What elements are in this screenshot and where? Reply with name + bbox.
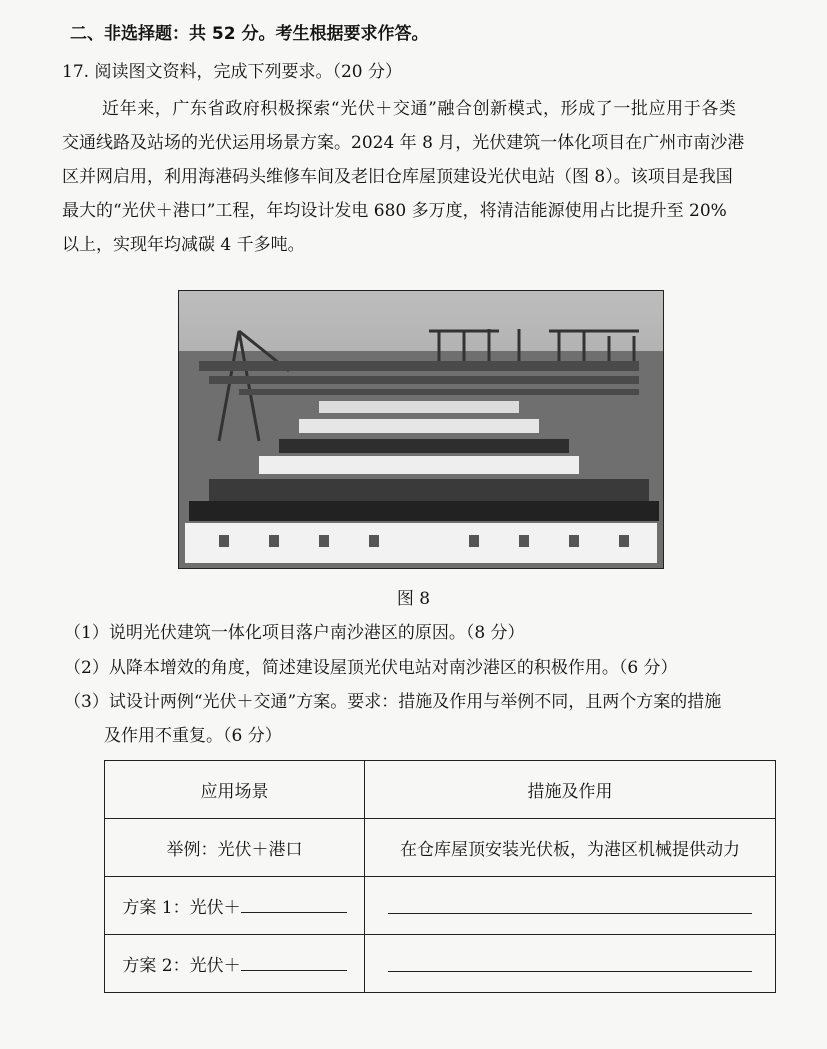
plan-1-label: 方案 1：光伏＋ bbox=[122, 898, 241, 918]
figure-caption: 图 8 bbox=[396, 589, 431, 609]
plan-1-measure bbox=[365, 877, 776, 935]
sub-question-2: （2）从降本增效的角度，简述建设屋顶光伏电站对南沙港区的积极作用。（6 分） bbox=[64, 658, 678, 678]
plan-1-scene bbox=[105, 877, 365, 935]
section-header: 二、非选择题：共 52 分。考生根据要求作答。 bbox=[70, 24, 429, 44]
example-scene: 举例：光伏＋港口 bbox=[105, 819, 365, 877]
table-header-row bbox=[105, 761, 776, 819]
paragraph-line: 区并网启用，利用海港码头维修车间及老旧仓库屋顶建设光伏电站（图 8）。该项目是我国 bbox=[62, 167, 733, 187]
header-scene: 应用场景 bbox=[105, 761, 365, 819]
port-solar-photo bbox=[178, 290, 664, 569]
sub-question-3: （3）试设计两例“光伏＋交通”方案。要求：措施及作用与举例不同，且两个方案的措施 bbox=[64, 692, 722, 712]
paragraph-line: 近年来，广东省政府积极探索“光伏＋交通”融合创新模式，形成了一批应用于各类 bbox=[102, 99, 737, 119]
plan-1-scene-blank[interactable] bbox=[241, 894, 347, 913]
plan-2-scene-blank[interactable] bbox=[241, 952, 347, 971]
question-title: 17. 阅读图文资料，完成下列要求。（20 分） bbox=[62, 62, 402, 82]
sub-question-1: （1）说明光伏建筑一体化项目落户南沙港区的原因。（8 分） bbox=[64, 623, 525, 643]
plan-1-measure-blank[interactable] bbox=[388, 893, 752, 914]
paragraph-line: 交通线路及站场的光伏运用场景方案。2024 年 8 月，光伏建筑一体化项目在广州市南沙港 bbox=[62, 133, 745, 153]
answer-table bbox=[104, 760, 776, 993]
sub-question-3-cont: 及作用不重复。（6 分） bbox=[104, 726, 282, 746]
plan-2-label: 方案 2：光伏＋ bbox=[122, 956, 241, 976]
table-row-example bbox=[105, 819, 776, 877]
header-measure: 措施及作用 bbox=[365, 761, 776, 819]
plan-2-measure bbox=[365, 935, 776, 993]
plan-2-measure-blank[interactable] bbox=[388, 951, 752, 972]
table-row-plan-2 bbox=[105, 935, 776, 993]
paragraph-line: 以上，实现年均减碳 4 千多吨。 bbox=[62, 235, 305, 255]
paragraph-line: 最大的“光伏＋港口”工程，年均设计发电 680 多万度，将清洁能源使用占比提升至 20% bbox=[62, 201, 727, 221]
table-row-plan-1 bbox=[105, 877, 776, 935]
plan-2-scene bbox=[105, 935, 365, 993]
example-measure: 在仓库屋顶安装光伏板，为港区机械提供动力 bbox=[365, 819, 776, 877]
